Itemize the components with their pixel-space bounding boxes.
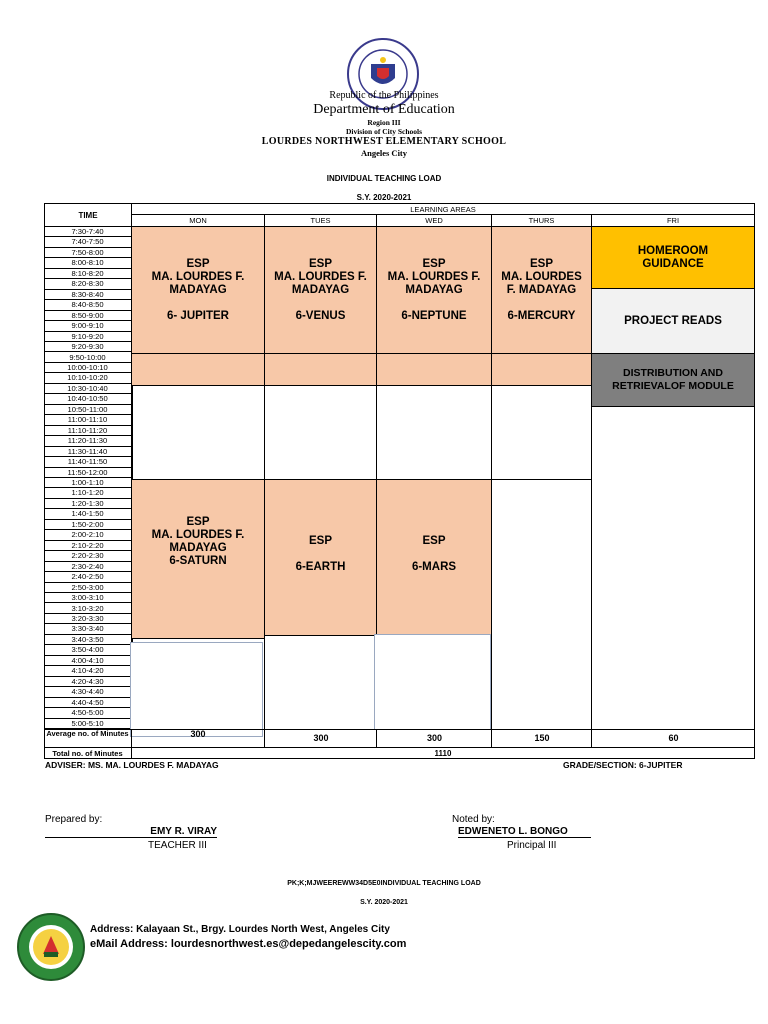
time-slot: 9:50-10:00 bbox=[44, 353, 131, 363]
time-slot: 11:50-12:00 bbox=[44, 468, 131, 478]
teaching-load-table bbox=[44, 203, 755, 759]
avg-mon bbox=[131, 729, 265, 747]
wed-am-subject: ESP bbox=[422, 257, 446, 270]
time-slot: 8:00-8:10 bbox=[44, 258, 131, 268]
tue-am-subject: ESP bbox=[308, 257, 332, 270]
avg-fri: 60 bbox=[591, 729, 755, 748]
mon-am-teacher-2: MADAYAG bbox=[169, 283, 227, 296]
time-slot: 3:30-3:40 bbox=[44, 624, 131, 634]
region-line: Region III bbox=[367, 118, 401, 127]
fri-homeroom-line2: GUIDANCE bbox=[642, 257, 704, 270]
thu-am-teacher-2: F. MADAYAG bbox=[506, 283, 577, 296]
time-slot: 8:10-8:20 bbox=[44, 269, 131, 279]
wed-am-teacher: MA. LOURDES F. bbox=[387, 270, 481, 283]
noted-position: Principal III bbox=[507, 840, 557, 851]
tue-am-class bbox=[264, 226, 377, 354]
fri-homeroom-guidance bbox=[591, 226, 755, 289]
republic-line: Republic of the Philippines bbox=[329, 90, 439, 101]
mon-pm-section: 6-SATURN bbox=[169, 555, 227, 567]
city-line: Angeles City bbox=[360, 148, 408, 158]
thu-am-extension bbox=[491, 353, 592, 386]
tue-am-section: 6-VENUS bbox=[295, 309, 346, 322]
wed-pm-class bbox=[376, 479, 492, 635]
time-slot: 10:50-11:00 bbox=[44, 405, 131, 415]
time-slot: 10:10-10:20 bbox=[44, 373, 131, 383]
thu-am-section: 6-MERCURY bbox=[507, 309, 576, 322]
time-slot: 2:10-2:20 bbox=[44, 541, 131, 551]
time-slot: 4:20-4:30 bbox=[44, 677, 131, 687]
time-slot: 5:00-5:10 bbox=[44, 719, 131, 729]
day-header-thu: THURS bbox=[491, 214, 592, 227]
time-slot: 8:40-8:50 bbox=[44, 300, 131, 310]
late-morning-empty bbox=[131, 385, 592, 480]
time-slot: 2:40-2:50 bbox=[44, 572, 131, 582]
time-slot: 1:10-1:20 bbox=[44, 488, 131, 498]
time-slot: 11:20-11:30 bbox=[44, 436, 131, 446]
time-slot: 1:40-1:50 bbox=[44, 509, 131, 519]
department-title: Department of Education bbox=[313, 102, 455, 117]
time-slot: 9:20-9:30 bbox=[44, 342, 131, 352]
mon-am-class bbox=[131, 226, 265, 354]
fri-distribution-module bbox=[591, 353, 755, 407]
doc-title: INDIVIDUAL TEACHING LOAD bbox=[326, 174, 442, 183]
day-header-wed: WED bbox=[376, 214, 492, 227]
prepared-label: Prepared by: bbox=[45, 814, 103, 825]
thu-am-teacher: MA. LOURDES bbox=[501, 270, 582, 283]
thu-am-subject: ESP bbox=[529, 257, 553, 270]
time-slot: 1:50-2:00 bbox=[44, 520, 131, 530]
time-slot: 8:30-8:40 bbox=[44, 290, 131, 300]
school-name: LOURDES NORTHWEST ELEMENTARY SCHOOL bbox=[261, 136, 507, 147]
tue-pm-section: 6-EARTH bbox=[295, 561, 346, 573]
time-slot: 7:50-8:00 bbox=[44, 248, 131, 258]
time-slot: 3:00-3:10 bbox=[44, 593, 131, 603]
wed-am-teacher-2: MADAYAG bbox=[405, 283, 463, 296]
average-label: Average no. of Minutes bbox=[44, 730, 132, 748]
fri-distribution-line1: DISTRIBUTION AND bbox=[623, 367, 723, 379]
time-slot: 7:30-7:40 bbox=[44, 227, 131, 237]
time-slot: 10:00-10:10 bbox=[44, 363, 131, 373]
tue-pm-class bbox=[264, 479, 377, 636]
day-header-fri: FRI bbox=[591, 214, 755, 227]
address-text: Address: Kalayaan St., Brgy. Lourdes North West, Angeles City bbox=[90, 924, 390, 935]
mon-blank-box bbox=[130, 642, 263, 737]
time-header: TIME bbox=[44, 203, 132, 227]
avg-thu: 150 bbox=[491, 729, 592, 748]
mon-pm-class bbox=[131, 479, 265, 639]
wed-blank-box bbox=[374, 634, 491, 730]
time-slot: 2:00-2:10 bbox=[44, 530, 131, 540]
time-slot: 8:20-8:30 bbox=[44, 279, 131, 289]
total-value: 1110 bbox=[434, 749, 452, 758]
mon-pm-teacher-2: MADAYAG bbox=[169, 542, 227, 554]
mon-am-section: 6- JUPITER bbox=[167, 309, 229, 322]
time-slot: 9:00-9:10 bbox=[44, 321, 131, 331]
avg-mon-value: 300 bbox=[190, 729, 206, 739]
prepared-name: EMY R. VIRAY bbox=[45, 826, 217, 838]
fri-homeroom-line1: HOMEROOM bbox=[637, 244, 709, 257]
total-label: Total no. of Minutes bbox=[44, 748, 132, 759]
email-line: eMail Address: lourdesnorthwest.es@depedangelescity.com bbox=[90, 938, 407, 950]
time-slot: 10:40-10:50 bbox=[44, 394, 131, 404]
avg-tue: 300 bbox=[264, 729, 377, 748]
school-logo bbox=[16, 912, 86, 982]
mon-am-extension bbox=[131, 353, 265, 386]
tue-am-teacher-2: MADAYAG bbox=[291, 283, 350, 296]
time-slot: 4:10-4:20 bbox=[44, 666, 131, 676]
tue-pm-subject: ESP bbox=[308, 535, 332, 547]
footer-title: PK;K;MJWEEREWW34D5E0INDIVIDUAL TEACHING LOAD bbox=[287, 880, 481, 887]
division-line: Division of City Schools bbox=[345, 127, 423, 136]
time-slot: 3:10-3:20 bbox=[44, 604, 131, 614]
fri-distribution-line2: RETRIEVALOF MODULE bbox=[612, 380, 734, 392]
wed-am-extension bbox=[376, 353, 492, 386]
time-slot: 2:50-3:00 bbox=[44, 583, 131, 593]
wed-am-section: 6-NEPTUNE bbox=[401, 309, 467, 322]
thu-am-class bbox=[491, 226, 592, 354]
wed-am-class bbox=[376, 226, 492, 354]
school-year: S.Y. 2020-2021 bbox=[356, 193, 412, 202]
noted-name: EDWENETO L. BONGO bbox=[458, 826, 591, 838]
fri-project-reads bbox=[591, 288, 755, 354]
mon-am-teacher: MA. LOURDES F. bbox=[151, 270, 245, 283]
footer-sy: S.Y. 2020-2021 bbox=[360, 899, 408, 906]
noted-label: Noted by: bbox=[452, 814, 495, 825]
time-slot: 4:00-4:10 bbox=[44, 656, 131, 666]
mon-am-subject: ESP bbox=[186, 257, 210, 270]
time-slot: 7:40-7:50 bbox=[44, 237, 131, 247]
time-slot: 3:50-4:00 bbox=[44, 645, 131, 655]
time-slot: 9:10-9:20 bbox=[44, 332, 131, 342]
time-slot: 10:30-10:40 bbox=[44, 384, 131, 394]
mon-pm-teacher: MA. LOURDES F. bbox=[151, 529, 245, 541]
time-slot: 2:30-2:40 bbox=[44, 562, 131, 572]
time-slot: 11:00-11:10 bbox=[44, 415, 131, 425]
time-slots-column bbox=[44, 227, 133, 729]
time-slot: 11:30-11:40 bbox=[44, 447, 131, 457]
time-slot: 11:10-11:20 bbox=[44, 426, 131, 436]
address-line bbox=[90, 924, 390, 935]
day-header-tue: TUES bbox=[264, 214, 377, 227]
mon-pm-subject: ESP bbox=[186, 516, 210, 528]
time-slot: 4:50-5:00 bbox=[44, 708, 131, 718]
tue-am-extension bbox=[264, 353, 377, 386]
grade-section: GRADE/SECTION: 6-JUPITER bbox=[563, 760, 683, 770]
time-slot: 3:40-3:50 bbox=[44, 635, 131, 645]
prepared-position: TEACHER III bbox=[148, 840, 207, 851]
time-slot: 1:20-1:30 bbox=[44, 499, 131, 509]
time-slot: 3:20-3:30 bbox=[44, 614, 131, 624]
time-slot: 11:40-11:50 bbox=[44, 457, 131, 467]
time-slot: 2:20-2:30 bbox=[44, 551, 131, 561]
day-header-mon: MON bbox=[131, 214, 265, 227]
fri-reads-label: PROJECT READS bbox=[624, 314, 722, 327]
time-slot: 1:00-1:10 bbox=[44, 478, 131, 488]
wed-pm-subject: ESP bbox=[422, 535, 446, 547]
wed-pm-section: 6-MARS bbox=[411, 561, 457, 573]
avg-wed: 300 bbox=[376, 729, 492, 748]
time-slot: 4:30-4:40 bbox=[44, 687, 131, 697]
learning-areas-header: LEARNING AREAS bbox=[131, 203, 755, 215]
adviser-line: ADVISER: MS. MA. LOURDES F. MADAYAG bbox=[45, 760, 219, 770]
time-slot: 4:40-4:50 bbox=[44, 698, 131, 708]
time-slot: 8:50-9:00 bbox=[44, 311, 131, 321]
tue-am-teacher: MA. LOURDES F. bbox=[274, 270, 367, 283]
